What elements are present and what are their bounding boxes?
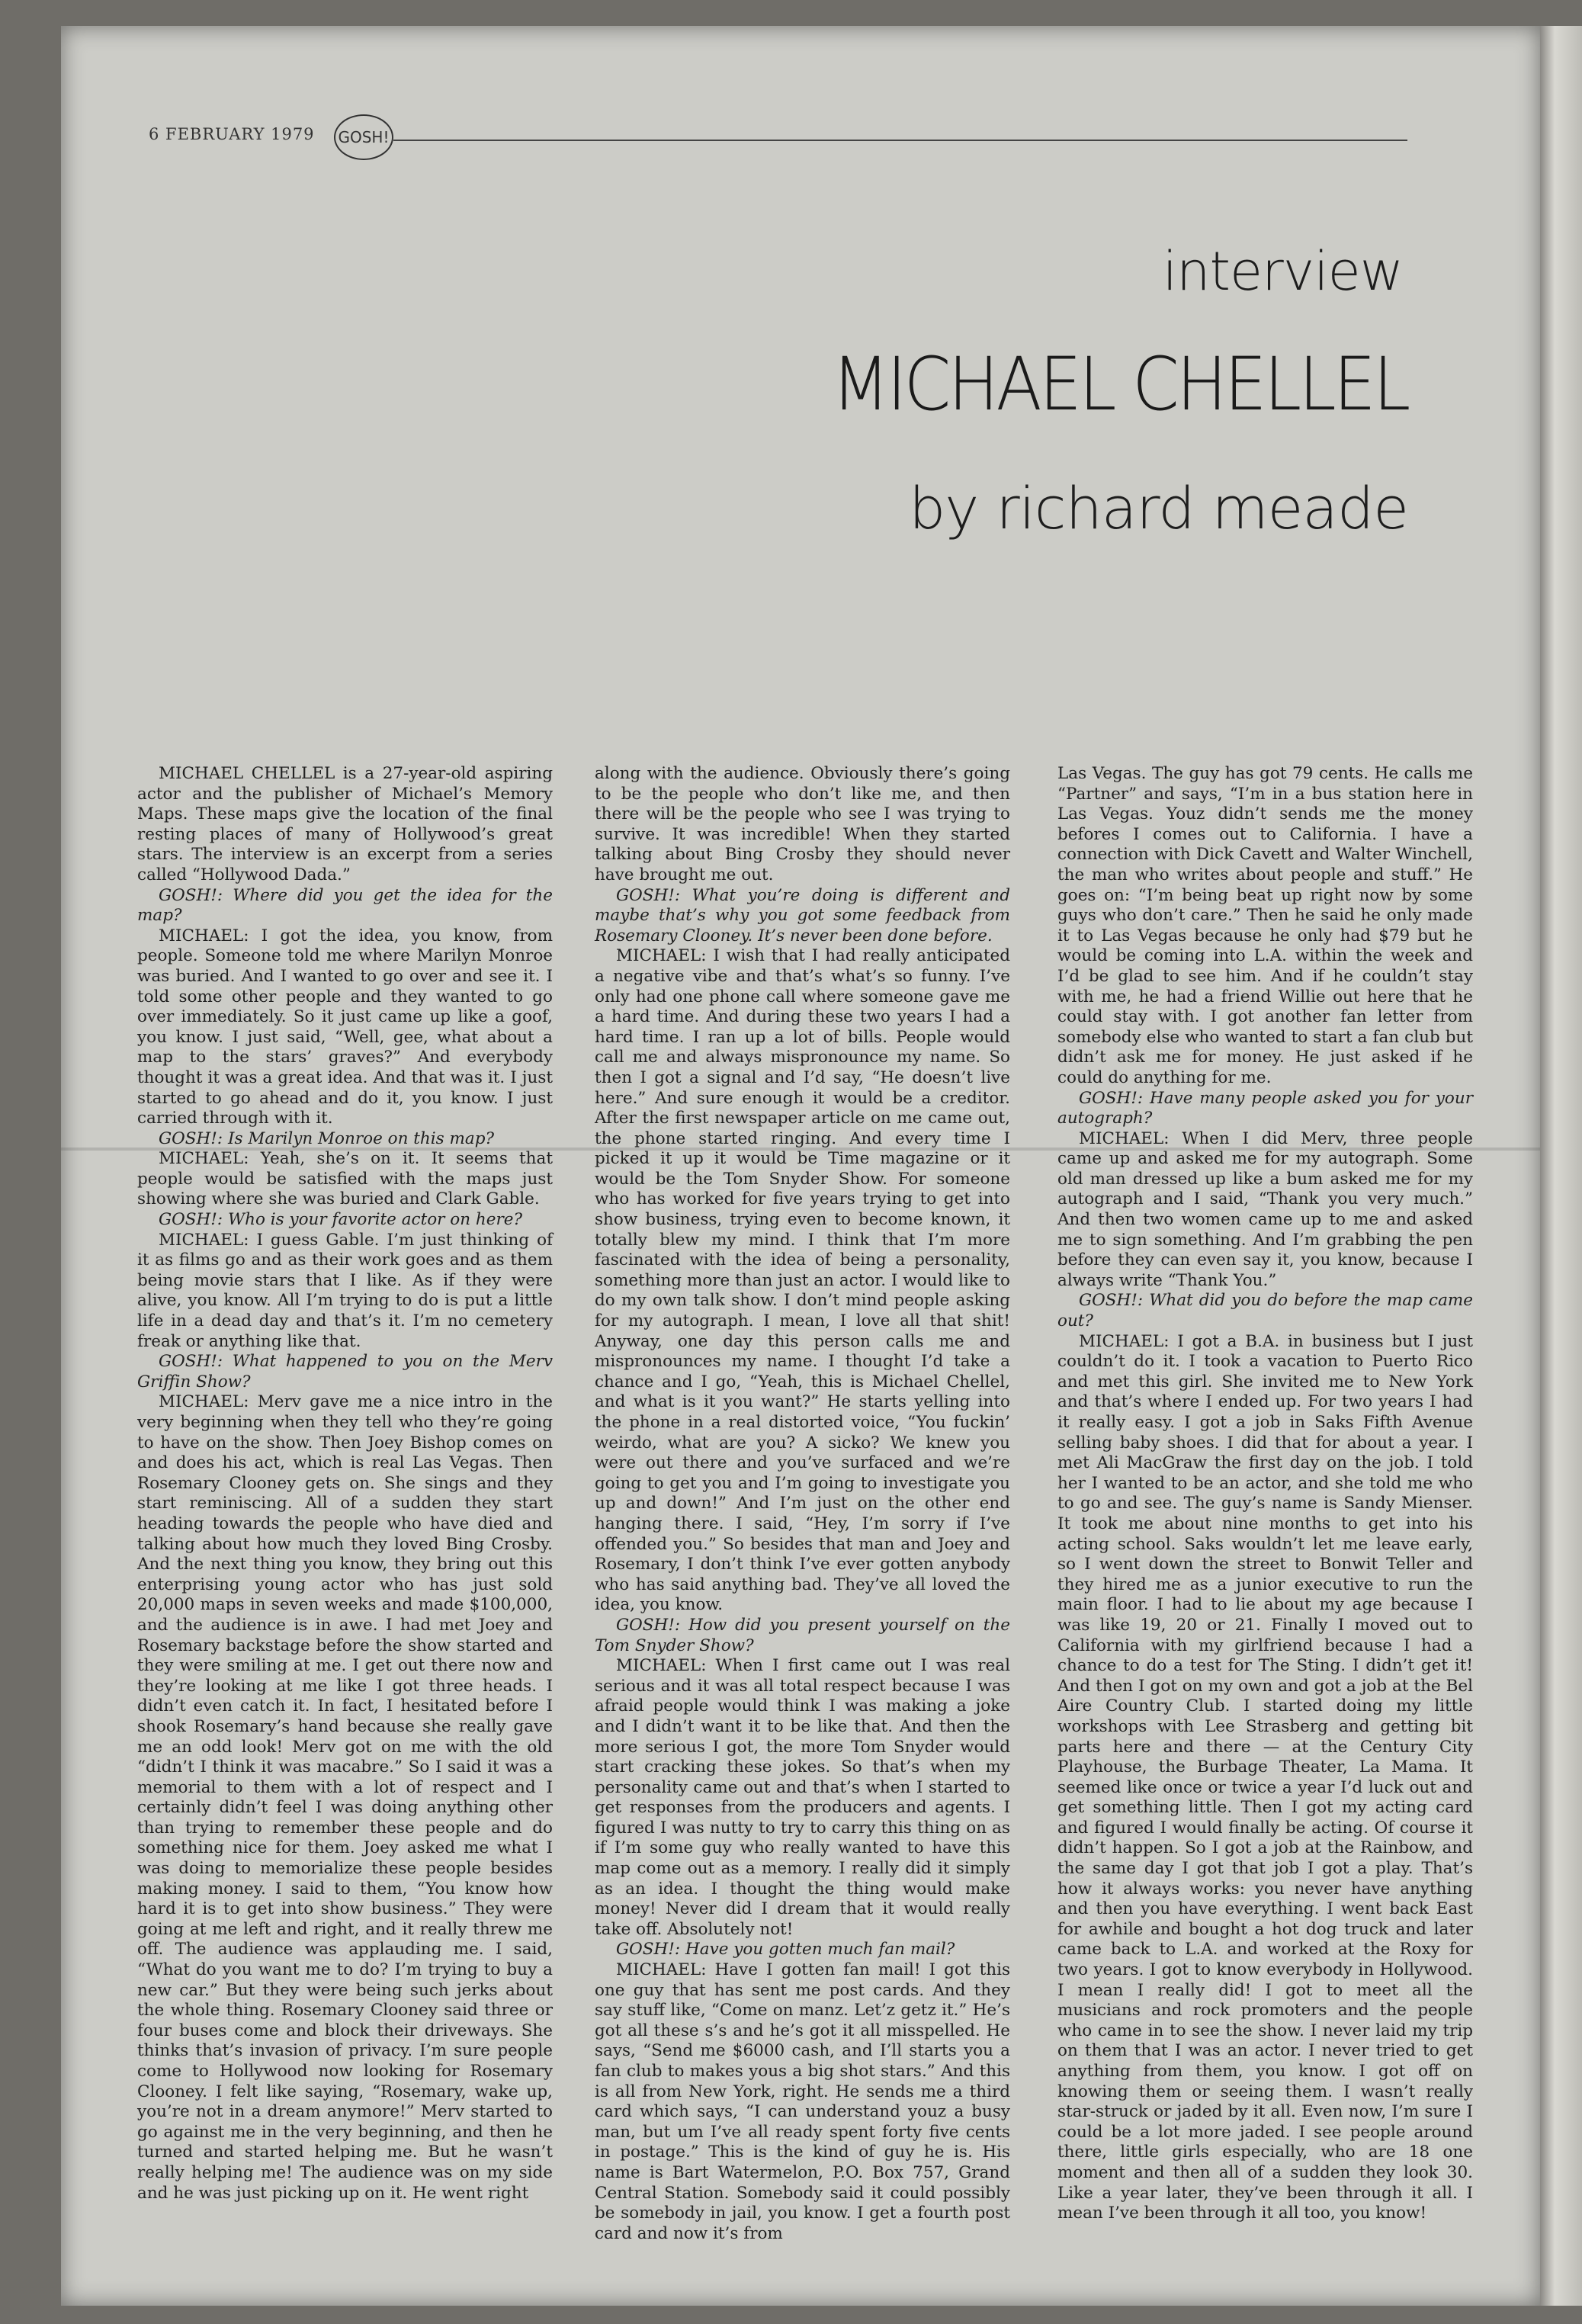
article-byline: by richard meade xyxy=(909,474,1408,542)
article-column-1 xyxy=(137,764,553,2204)
article-paragraph: MICHAEL: When I did Merv, three people came up and asked me for my autograph. Some old man dressed up like a bum asked me for my autograph and I said, “Thank you very much.” And then two women came up to me and asked me to sign something. And I’m grabbing the pen before they can even say it, you know, because I always write “Thank You.” xyxy=(1057,1128,1473,1290)
article-column-3 xyxy=(1057,764,1473,2224)
header-rule xyxy=(393,140,1407,141)
page-header xyxy=(149,114,1403,160)
facing-page-edge xyxy=(1540,26,1582,2306)
interview-question: GOSH!: What did you do before the map came out? xyxy=(1057,1291,1473,1331)
page-number-date: 6 FEBRUARY 1979 xyxy=(149,125,315,143)
article-paragraph: MICHAEL CHELLEL is a 27-year-old aspiring actor and the publisher of Michael’s Memory Maps. These maps give the location of the final resting places of many of Hollywood’s great stars. The interview is an excerpt from a series called “Hollywood Dada.” xyxy=(137,764,553,884)
article-paragraph: MICHAEL: I wish that I had really anticipated a negative vibe and that’s what’s so funny. I’ve only had one phone call where someone gave me a hard time. And during these two years I had a hard time. I ran up a lot of bills. People would call me and always mispronounce my name. So then I got a signal and I’d say, “He doesn’t live here.” And sure enough it would be a creditor. After the first newspaper article on me came out, the phone started ringing. And every time I picked it up it would be Time magazine or it would be the Tom Snyder Show. For someone who has worked for five years trying to get into show business, trying even to become known, it totally blew my mind. I think that I’m more fascinated with the idea of being a personality, something more than just an actor. I would like to do my own talk show. I don’t mind people asking for my autograph. I mean, I love all that shit! Anyway, one day this person calls me and mispronounces my name. I thought I’d take a chance and I go, “Yeah, this is Michael Chellel, and what is it you want?” He starts yelling into the phone in a real distorted voice, “You fuckin’ weirdo, what are you? A sicko? We knew you were out there and you’ve surfaced and we’re going to get you and I’m going to investigate you up and down!” And I’m just on the other end hanging there. I said, “Hey, I’m sorry if I’ve offended you.” So besides that man and Joey and Rosemary, I don’t think I’ve ever gotten anybody who has said anything bad. They’ve all loved the idea, you know. xyxy=(595,946,1010,1615)
interview-question: GOSH!: Who is your favorite actor on here? xyxy=(159,1210,523,1230)
interview-question: GOSH!: Is Marilyn Monroe on this map? xyxy=(159,1128,494,1148)
gosh-logo: GOSH! xyxy=(334,114,393,160)
article-paragraph: MICHAEL: When I first came out I was real serious and it was all total respect because I was afraid people would think I was making a joke and I didn’t want it to be like that. And then the more serious I got, the more Tom Snyder would start cracking these jokes. So that’s when my personality came out and that’s when I started to get responses from the producers and agents. I figured I was nutty to try to carry this thing on as if I’m some guy who really wanted to have this map come out as a memory. I really did it simply as an idea. I thought the thing would make money! Never did I dream that it would really take off. Absolutely not! xyxy=(595,1656,1010,1939)
interview-question: GOSH!: How did you present yourself on the Tom Snyder Show? xyxy=(595,1615,1010,1655)
article-paragraph: Las Vegas. The guy has got 79 cents. He calls me “Partner” and says, “I’m in a bus station here in Las Vegas. Youz didn’t sends me the money befores I comes out to California. I have a connection with Dick Cavett and Walter Winchell, the man who writes about people and stuff.” He goes on: “I’m being beat up right now by some guys who don’t care.” Then he said he only made it to Las Vegas because he only had $79 but he would be coming into L.A. within the week and I’d be glad to see him. And if he couldn’t stay with me, he had a friend Willie out here that he could stay with. I got another fan letter from somebody else who wanted to start a fan club but didn’t ask me for money. He just asked if he could do anything for me. xyxy=(1057,764,1473,1087)
section-kicker: interview xyxy=(1162,240,1403,303)
article-paragraph: MICHAEL: Have I gotten fan mail! I got this one guy that has sent me post cards. And they say stuff like, “Come on manz. Let’z getz it.” He’s got all these s’s and he’s got it all misspelled. He says, “Send me $6000 cash, and I’ll starts you a fan club to makes yous a big shot stars.” And this is all from New York, right. He sends me a third card which says, “I can understand youz a busy man, but um I’ve all ready spent forty five cents in postage.” This is the kind of guy he is. His name is Bart Watermelon, P.O. Box 757, Grand Central Station. Somebody said it could possibly be somebody in jail, you know. I get a fourth post card and now it’s from xyxy=(595,1960,1010,2243)
article-column-2 xyxy=(595,764,1010,2244)
article-paragraph: MICHAEL: Yeah, she’s on it. It seems that people would be satisfied with the maps just showing where she was buried and Clark Gable. xyxy=(137,1149,553,1209)
article-paragraph: MICHAEL: I got the idea, you know, from people. Someone told me where Marilyn Monroe was buried. And I wanted to go over and see it. I told some other people and they wanted to go over immediately. So it just came up like a goof, you know. I just said, “Well, gee, what about a map to the stars’ graves?” And everybody thought it was a great idea. And that was it. I just started to go ahead and do it, you know. I just carried through with it. xyxy=(137,926,553,1128)
interview-question: GOSH!: Have you gotten much fan mail? xyxy=(616,1940,955,1960)
article-paragraph: MICHAEL: Merv gave me a nice intro in the very beginning when they tell who they’re going to have on the show. Then Joey Bishop comes on and does his act, which is real Las Vegas. Then Rosemary Clooney gets on. She sings and they start reminiscing. All of a sudden they start heading towards the people who have died and talking about how much they loved Bing Crosby. And the next thing you know, they bring out this enterprising young actor who has just sold 20,000 maps in seven weeks and made $100,000, and the audience is in awe. I had met Joey and Rosemary backstage before the show started and they were smiling at me. I get out there now and they’re looking at me like I got three heads. I didn’t even catch it. In fact, I hesitated before I shook Rosemary’s hand because she really gave me an odd look! Merv got on me with the old “didn’t I think it was macabre.” So I said it was a memorial to them with a lot of respect and I certainly didn’t feel I was doing anything other than trying to remember these people and do something nice for them. Joey asked me what I was doing to memorialize these people besides making money. I said to them, “You know how hard it is to get into show business.” They were going at me left and right, and it really threw me off. The audience was applauding me. I said, “What do you want me to do? I’m trying to buy a new car.” But they were being such jerks about the whole thing. Rosemary Clooney said three or four buses come and block their driveways. She thinks that’s invasion of privacy. I’m sure people come to Hollywood now looking for Rosemary Clooney. I felt like saying, “Rosemary, wake up, you’re not in a dream anymore!” Merv started to go against me in the very beginning, and then he turned and started helping me. But he wasn’t really helping me! The audience was on my side and he was just picking up on it. He went right xyxy=(137,1392,553,2203)
interview-question: GOSH!: What happened to you on the Merv Griffin Show? xyxy=(137,1352,553,1392)
article-title: MICHAEL CHELLEL xyxy=(832,342,1408,427)
interview-question: GOSH!: Have many people asked you for your autograph? xyxy=(1057,1088,1473,1128)
article-paragraph: along with the audience. Obviously there’s going to be the people who don’t like me, and then there will be the people who see I was trying to survive. It was incredible! When they started talking about Bing Crosby they should never have brought me out. xyxy=(595,764,1010,884)
interview-question: GOSH!: What you’re doing is different and maybe that’s why you got some feedback from Rosemary Clooney. It’s never been done before. xyxy=(595,885,1010,945)
interview-question: GOSH!: Where did you get the idea for the map? xyxy=(137,885,553,926)
article-paragraph: MICHAEL: I guess Gable. I’m just thinking of it as films go and as their work goes and as them being movie stars that I like. As if they were alive, you know. All I’m trying to do is put a little life in a dead day and that’s it. I’m no cemetery freak or anything like that. xyxy=(137,1230,553,1351)
article-paragraph: MICHAEL: I got a B.A. in business but I just couldn’t do it. I took a vacation to Puerto Rico and met this girl. She invited me to New York and that’s where I ended up. For two years I had it really easy. I got a job in Saks Fifth Avenue selling baby shoes. I did that for about a year. I met Ali MacGraw the first day on the job. I told her I wanted to be an actor, and she told me who to go and see. The guy’s name is Sandy Mienser. It took me about nine months to get into his acting school. Saks wouldn’t let me leave early, so I went down the street to Bonwit Teller and they hired me as a junior executive to run the main floor. I had to lie about my age because I was like 19, 20 or 21. Finally I moved out to California with my girlfriend because I had a chance to do a test for The Sting. I didn’t get it! And then I got on my own and got a job at the Bel Aire Country Club. I started doing my little workshops with Lee Strasberg and getting bit parts here and there — at the Century City Playhouse, the Burbage Theater, La Mama. It seemed like once or twice a year I’d luck out and get something little. Then I got my acting card and figured I would finally be acting. Of course it didn’t happen. So I got a job at the Rainbow, and the same day I got that job I got a play. That’s how it always works: you never have anything and then you have everything. I went back East for awhile and bought a hot dog truck and later came back to L.A. and worked at the Roxy for two years. I got to know everybody in Hollywood. I mean I really did! I got to meet all the musicians and rock promoters and the people who came in to see the show. I never laid my trip on them that I was an actor. I never tried to get anything from them, you know. I got off on knowing them or seeing them. I wasn’t really star-struck or jaded by it all. Even now, I’m sure I could be a lot more jaded. I see people around there, little girls especially, who are 18 one moment and then all of a sudden they look 30. Like a year later, they’ve been through it all. I mean I’ve been through it all too, you know! xyxy=(1057,1331,1473,2223)
